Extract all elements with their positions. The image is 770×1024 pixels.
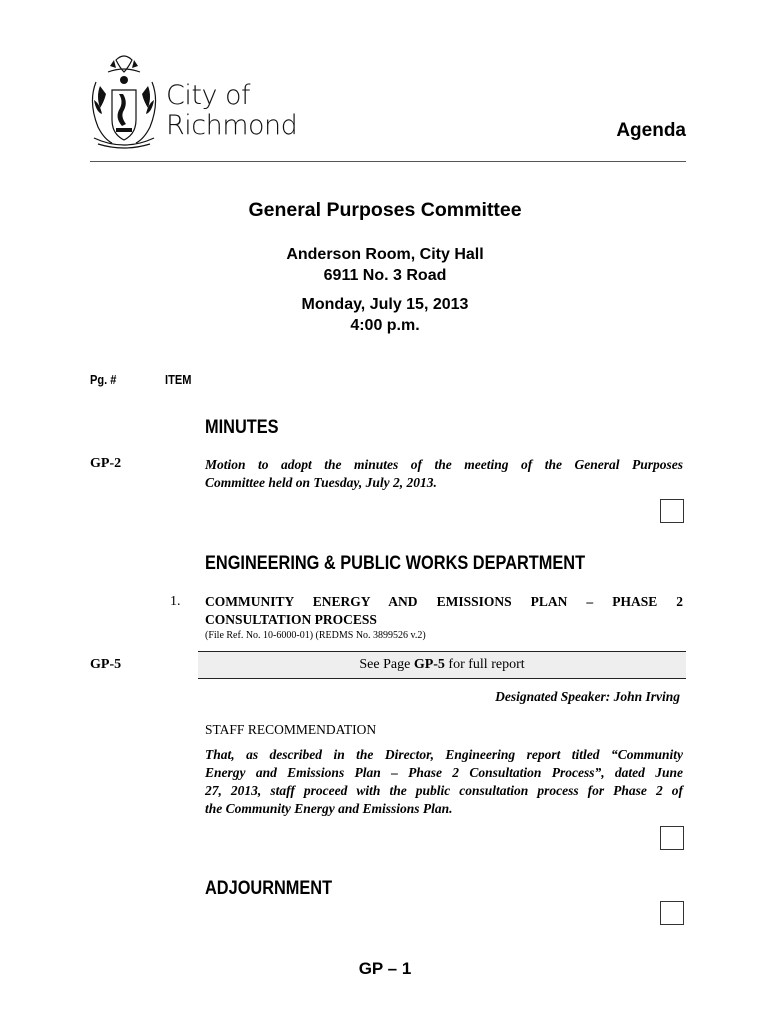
section-heading-minutes: MINUTES [205, 417, 279, 438]
document-type-label: Agenda [616, 120, 686, 141]
see-page-prefix: See Page [359, 657, 414, 672]
recommendation-line-1: That, as described in the Director, Engineering report titled “Community [205, 747, 683, 762]
city-coat-of-arms-logo [86, 52, 162, 150]
section-heading-engineering: ENGINEERING & PUBLIC WORKS DEPARTMENT [205, 553, 586, 574]
logo-text-city-of: City of [166, 80, 251, 111]
column-header-item: ITEM [165, 372, 192, 387]
minutes-motion-line-2: Committee held on Tuesday, July 2, 2013. [205, 475, 437, 490]
logo-text-richmond: Richmond [166, 110, 298, 141]
committee-title: General Purposes Committee [248, 199, 522, 221]
staff-recommendation-label: STAFF RECOMMENDATION [205, 722, 377, 737]
recommendation-checkbox[interactable] [660, 826, 684, 850]
see-page-text [198, 652, 686, 677]
footer-page-number: GP – 1 [358, 959, 412, 978]
item-title-line-1: COMMUNITY ENERGY AND EMISSIONS PLAN – PHASE 2 [205, 594, 683, 609]
page-ref-minutes: GP-2 [90, 456, 122, 471]
section-heading-adjournment: ADJOURNMENT [205, 878, 333, 899]
minutes-motion-line-1: Motion to adopt the minutes of the meeting of the General Purposes [205, 457, 683, 472]
meeting-date: Monday, July 15, 2013 [301, 296, 469, 313]
recommendation-line-3: 27, 2013, staff proceed with the public consultation process for Phase 2 of [205, 783, 683, 798]
column-header-page: Pg. # [90, 372, 117, 387]
meeting-room: Anderson Room, City Hall [286, 246, 484, 263]
designated-speaker: Designated Speaker: John Irving [495, 689, 680, 704]
minutes-checkbox[interactable] [660, 499, 684, 523]
page-ref-engineering: GP-5 [90, 657, 122, 672]
adjournment-checkbox[interactable] [660, 901, 684, 925]
item-title-line-2: CONSULTATION PROCESS [205, 612, 377, 627]
file-reference: (File Ref. No. 10-6000-01) (REDMS No. 3899526 v.2) [205, 630, 426, 641]
see-page-link[interactable]: GP-5 [413, 657, 445, 672]
meeting-address: 6911 No. 3 Road [323, 267, 447, 284]
see-page-banner [198, 651, 686, 679]
header-divider [90, 161, 686, 162]
item-number: 1. [170, 594, 181, 609]
meeting-time: 4:00 p.m. [350, 317, 420, 334]
recommendation-line-2: Energy and Emissions Plan – Phase 2 Consultation Process”, dated June [205, 765, 683, 780]
recommendation-line-4: the Community Energy and Emissions Plan. [205, 801, 453, 816]
see-page-suffix: for full report [444, 657, 525, 672]
